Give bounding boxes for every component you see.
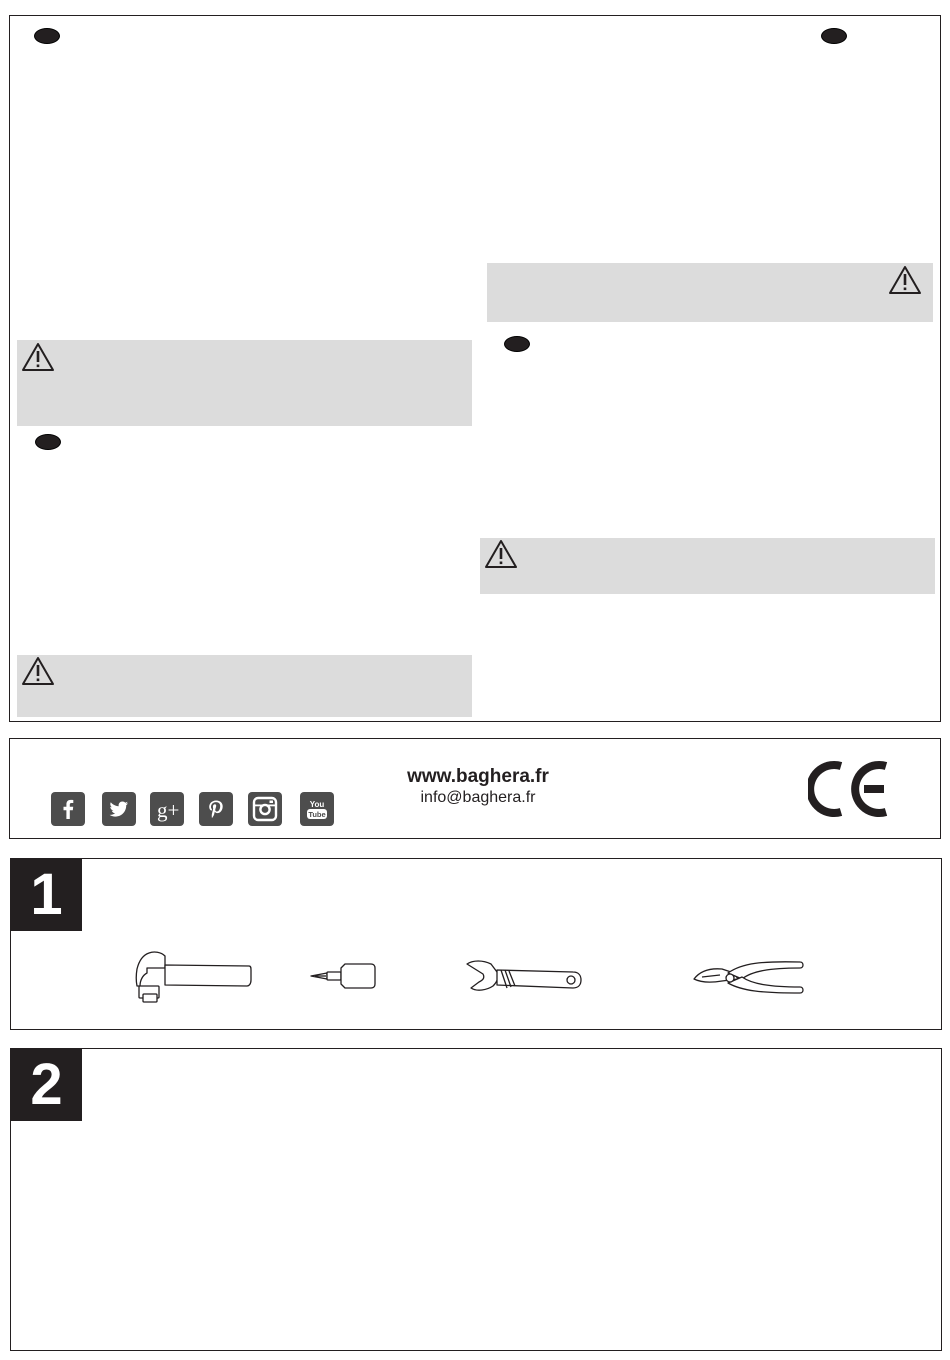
language-marker bbox=[34, 28, 60, 44]
warning-triangle-icon bbox=[484, 539, 518, 569]
wrench-icon bbox=[463, 958, 583, 996]
youtube-label-top: You bbox=[309, 800, 325, 809]
pliers-icon bbox=[692, 959, 808, 997]
google-plus-label: g+ bbox=[157, 798, 180, 822]
facebook-icon[interactable] bbox=[51, 792, 85, 826]
twitter-icon[interactable] bbox=[102, 792, 136, 826]
warning-panel bbox=[487, 263, 933, 322]
step-number: 2 bbox=[11, 1049, 82, 1121]
google-plus-icon[interactable] bbox=[150, 792, 184, 826]
step-number: 1 bbox=[11, 859, 82, 931]
youtube-label-bottom: Tube bbox=[308, 810, 326, 819]
warning-triangle-icon bbox=[888, 265, 922, 295]
warning-panel bbox=[480, 538, 935, 594]
email-link[interactable]: info@baghera.fr bbox=[420, 789, 536, 806]
youtube-icon[interactable] bbox=[300, 792, 334, 826]
ce-mark-icon bbox=[808, 760, 890, 818]
step-1-frame bbox=[10, 858, 942, 1030]
step-2-frame bbox=[10, 1048, 942, 1351]
warning-panel bbox=[17, 340, 472, 426]
language-marker bbox=[35, 434, 61, 450]
contact-block bbox=[360, 766, 596, 808]
warning-triangle-icon bbox=[21, 342, 55, 372]
instagram-icon[interactable] bbox=[248, 792, 282, 826]
pinterest-icon[interactable] bbox=[199, 792, 233, 826]
language-marker bbox=[821, 28, 847, 44]
warning-triangle-icon bbox=[21, 656, 55, 686]
hammer-icon bbox=[135, 950, 253, 1004]
warning-panel bbox=[17, 655, 472, 717]
website-link[interactable]: www.baghera.fr bbox=[407, 766, 549, 787]
screwdriver-icon bbox=[307, 960, 379, 992]
language-marker bbox=[504, 336, 530, 352]
